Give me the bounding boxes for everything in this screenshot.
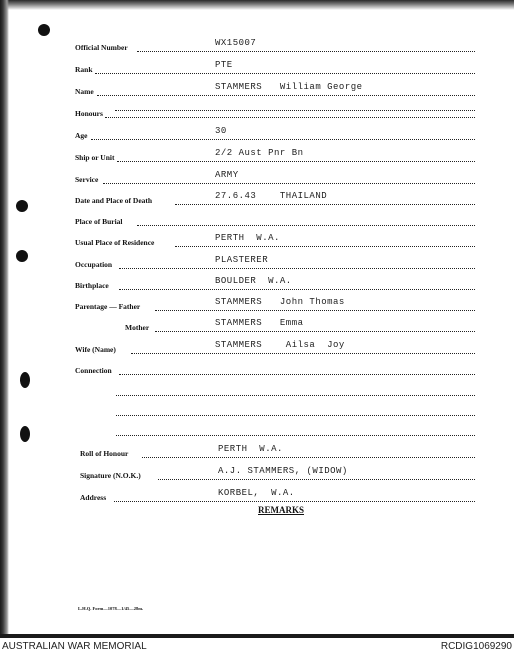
dotted-rule xyxy=(158,478,475,480)
residence-row xyxy=(75,233,475,247)
burial-row xyxy=(75,212,475,226)
dotted-rule xyxy=(103,182,475,184)
printer-note: L.H.Q. Form—1078—1/45—28m. xyxy=(78,606,144,611)
rank-label: Rank xyxy=(75,65,93,74)
signature-label: Signature (N.O.K.) xyxy=(80,471,141,480)
father-value: STAMMERS John Thomas xyxy=(215,297,345,307)
service-value: ARMY xyxy=(215,170,239,180)
dotted-rule xyxy=(137,224,475,226)
ship-unit-value: 2/2 Aust Pnr Bn xyxy=(215,148,304,158)
honours-label: Honours xyxy=(75,109,103,118)
roll-of-honour-value: PERTH W.A. xyxy=(218,444,283,454)
wife-label: Wife (Name) xyxy=(75,345,116,354)
name-row xyxy=(75,82,475,96)
connection-row xyxy=(75,361,475,375)
age-label: Age xyxy=(75,131,88,140)
dotted-rule xyxy=(131,352,475,354)
punch-hole-icon xyxy=(16,250,28,262)
occupation-label: Occupation xyxy=(75,260,113,269)
birthplace-row xyxy=(75,276,475,290)
dotted-rule xyxy=(175,245,475,247)
dotted-rule xyxy=(155,330,475,332)
honours-row xyxy=(75,104,475,118)
dotted-rule xyxy=(95,72,475,74)
dotted-rule xyxy=(175,203,475,205)
address-row xyxy=(80,488,475,502)
father-row xyxy=(75,297,475,311)
catalogue-id: RCDIG1069290 xyxy=(440,641,512,652)
dotted-rule xyxy=(116,414,475,416)
signature-value: A.J. STAMMERS, (WIDOW) xyxy=(218,466,348,476)
dotted-rule xyxy=(119,288,475,290)
ship-unit-row xyxy=(75,148,475,162)
dotted-rule xyxy=(105,116,475,118)
dotted-rule xyxy=(137,50,475,52)
name-label: Name xyxy=(75,87,94,96)
connection-line-4 xyxy=(116,422,475,436)
connection-label: Connection xyxy=(75,366,112,375)
occupation-value: PLASTERER xyxy=(215,255,269,265)
address-label: Address xyxy=(80,493,107,502)
connection-line-3 xyxy=(116,402,475,416)
death-value: 27.6.43 THAILAND xyxy=(215,191,328,201)
age-row xyxy=(75,126,475,140)
roll-of-honour-label: Roll of Honour xyxy=(80,449,129,458)
dotted-rule xyxy=(155,309,475,311)
connection-line-2 xyxy=(116,382,475,396)
rank-value: PTE xyxy=(215,60,233,70)
dotted-rule xyxy=(117,160,475,162)
punch-hole-icon xyxy=(16,200,28,212)
mother-label: Mother xyxy=(125,323,150,332)
official-number-row xyxy=(75,38,475,52)
death-row xyxy=(75,191,475,205)
service-row xyxy=(75,170,475,184)
dotted-rule xyxy=(142,456,475,458)
death-label: Date and Place of Death xyxy=(75,196,153,205)
wife-value: STAMMERS Ailsa Joy xyxy=(215,340,345,350)
ship-unit-label: Ship or Unit xyxy=(75,153,115,162)
punch-hole-icon xyxy=(20,426,30,442)
occupation-row xyxy=(75,255,475,269)
official-number-value: WX15007 xyxy=(215,38,257,48)
residence-value: PERTH W.A. xyxy=(215,233,280,243)
service-label: Service xyxy=(75,175,99,184)
birthplace-label: Birthplace xyxy=(75,281,109,290)
address-value: KORBEL, W.A. xyxy=(218,488,295,498)
dotted-rule xyxy=(91,138,475,140)
burial-label: Place of Burial xyxy=(75,217,123,226)
mother-row xyxy=(125,318,475,332)
age-value: 30 xyxy=(215,126,227,136)
dotted-rule xyxy=(114,500,475,502)
dotted-rule xyxy=(97,94,475,96)
official-number-label: Official Number xyxy=(75,43,128,52)
punch-hole-icon xyxy=(38,24,50,36)
rank-row xyxy=(75,60,475,74)
roll-of-honour-row xyxy=(80,444,475,458)
dotted-rule xyxy=(116,434,475,436)
birthplace-value: BOULDER W.A. xyxy=(215,276,292,286)
dotted-rule xyxy=(116,394,475,396)
name-value: STAMMERS William George xyxy=(215,82,363,92)
father-label: Parentage — Father xyxy=(75,302,141,311)
mother-value: STAMMERS Emma xyxy=(215,318,304,328)
remarks-heading: REMARKS xyxy=(258,505,305,515)
institution-label: AUSTRALIAN WAR MEMORIAL xyxy=(2,641,147,652)
archive-footer xyxy=(0,638,514,654)
scan-edge-top xyxy=(0,0,514,10)
dotted-rule xyxy=(119,373,475,375)
punch-hole-icon xyxy=(20,372,30,388)
wife-row xyxy=(75,340,475,354)
signature-row xyxy=(80,466,475,480)
scan-edge-left xyxy=(0,0,9,638)
dotted-rule xyxy=(119,267,475,269)
residence-label: Usual Place of Residence xyxy=(75,238,155,247)
